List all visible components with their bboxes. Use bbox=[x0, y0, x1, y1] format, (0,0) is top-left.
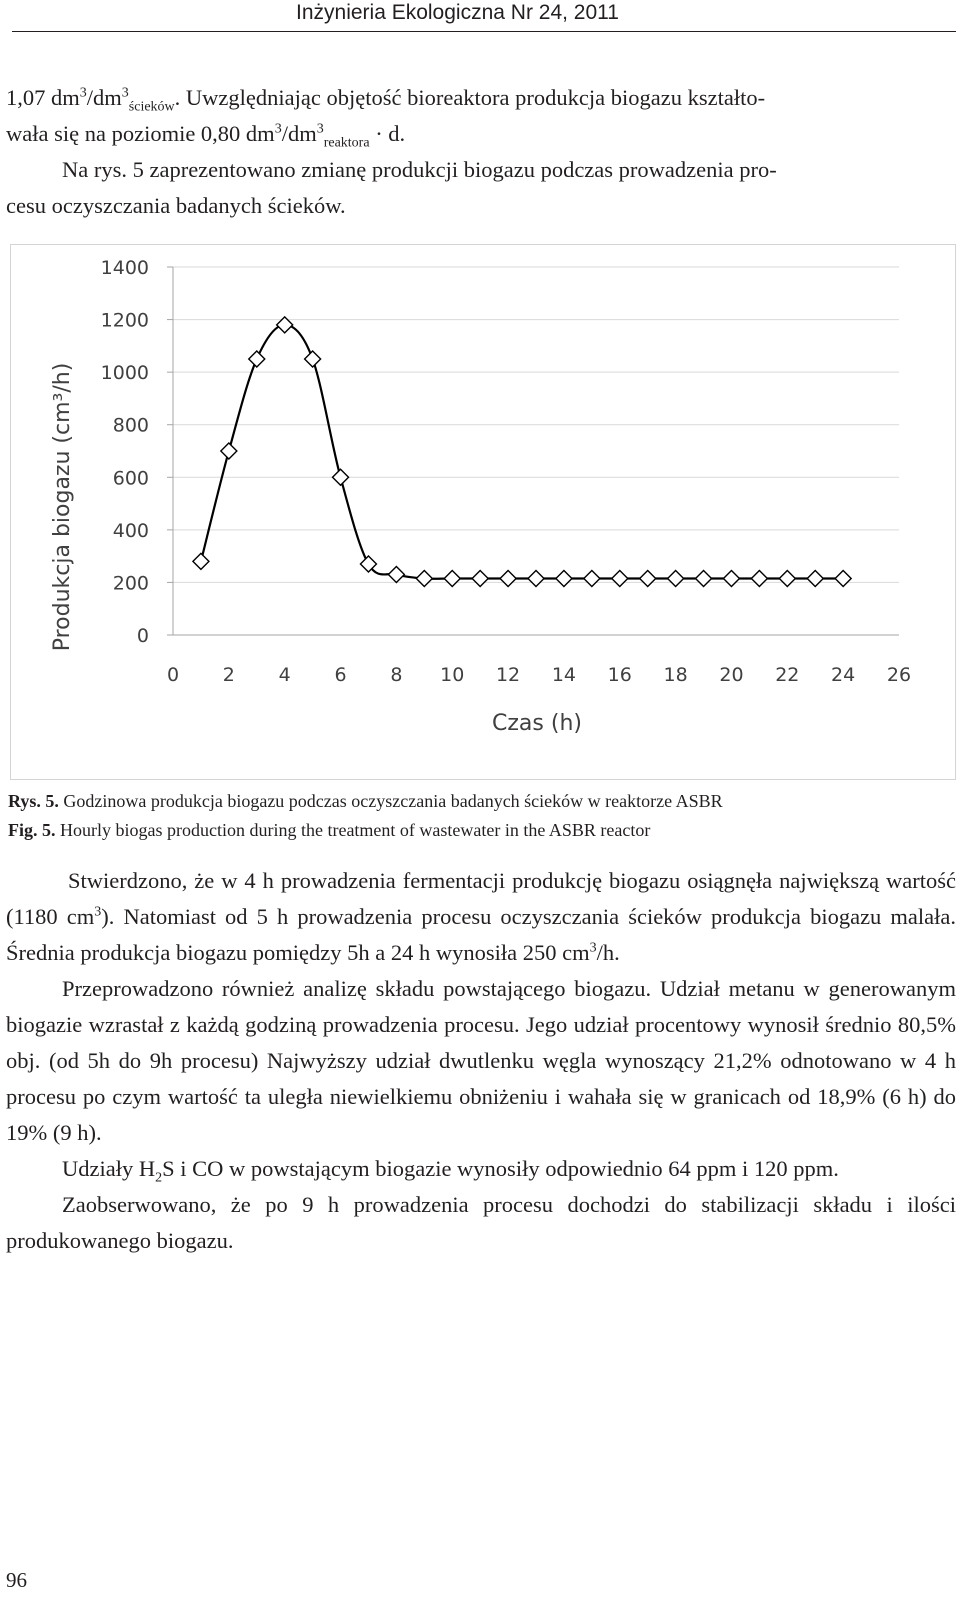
data-point-marker bbox=[612, 570, 628, 586]
data-point-marker bbox=[388, 567, 404, 583]
data-point-marker bbox=[668, 570, 684, 586]
caption-pl bbox=[8, 790, 723, 812]
x-tick-label: 14 bbox=[551, 664, 577, 686]
data-point-marker bbox=[193, 553, 209, 569]
caption-pl-label: Rys. 5. bbox=[8, 791, 59, 811]
body-text bbox=[6, 863, 956, 1259]
x-tick-label: 24 bbox=[831, 664, 856, 686]
y-tick-label: 600 bbox=[112, 467, 149, 490]
x-tick-label: 16 bbox=[607, 664, 632, 686]
data-point-marker bbox=[723, 570, 739, 586]
paragraph-4: Zaobserwowano, że po 9 h prowadzenia procesu dochodzi do stabilizacji składu i ilości produkowanego biogazu. bbox=[6, 1192, 956, 1253]
data-point-marker bbox=[751, 570, 767, 586]
intro-paragraph bbox=[6, 80, 956, 224]
journal-title: Inżynieria Ekologiczna Nr 24, 2011 bbox=[296, 1, 619, 24]
y-axis-label: Produkcja biogazu (cm³/h) bbox=[50, 362, 75, 652]
intro-line-3: Na rys. 5 zaprezentowano zmianę produkcji biogazu podczas prowadzenia pro- bbox=[62, 157, 777, 182]
data-point-marker bbox=[416, 570, 432, 586]
data-point-marker bbox=[444, 570, 460, 586]
data-point-marker bbox=[305, 351, 321, 367]
header-rule bbox=[12, 31, 956, 32]
y-tick-label: 800 bbox=[112, 414, 149, 437]
y-tick-label: 1400 bbox=[100, 257, 149, 279]
intro-line-1: 1,07 $dm^3/dm^3_{ścieków}$. Uwzględniając objętość bioreaktora produkcja biogazu kształto- bbox=[6, 85, 766, 115]
x-tick-label: 22 bbox=[775, 664, 800, 686]
x-tick-label: 20 bbox=[719, 664, 744, 686]
x-tick-label: 18 bbox=[663, 664, 688, 686]
y-tick-label: 1200 bbox=[100, 309, 149, 332]
data-point-marker bbox=[472, 570, 488, 586]
data-point-marker bbox=[835, 570, 851, 586]
caption-pl-text: Godzinowa produkcja biogazu podczas oczyszczania badanych ścieków w reaktorze ASBR bbox=[58, 791, 723, 811]
caption-en-label: Fig. 5. bbox=[8, 820, 56, 840]
biogas-line-chart bbox=[11, 245, 955, 779]
caption-en bbox=[8, 819, 650, 841]
y-tick-label: 200 bbox=[112, 572, 149, 595]
data-point-marker bbox=[500, 570, 516, 586]
data-point-marker bbox=[556, 570, 572, 586]
series-line bbox=[201, 325, 843, 579]
paragraph-2: Przeprowadzono również analizę składu powstającego biogazu. Udział metanu w generowanym biogazie wzrastał z każdą godziną prowadzenia procesu. Jego udział procentowy wynosił średnio 80,5% obj. (od 5h do 9h procesu) Najwyższy udział dwutlenku węgla wynoszący 21,2% odnotowano w 4 h procesu po czym wartość ta uległa niewielkiemu obniżeniu i wahała się w granicach od 18,9% (6 h) do 19% (9 h). bbox=[6, 976, 956, 1145]
x-tick-label: 0 bbox=[166, 664, 180, 686]
x-tick-label: 12 bbox=[495, 664, 521, 686]
intro-line-2: wała się na poziomie 0,80 $dm^3/dm^3_{reaktora} \cdot d$. bbox=[6, 121, 406, 151]
y-tick-label: 0 bbox=[136, 625, 149, 647]
data-point-marker bbox=[221, 443, 237, 459]
data-point-marker bbox=[333, 469, 349, 485]
x-tick-label: 4 bbox=[278, 664, 291, 686]
paragraph-1: Stwierdzono, że w 4 h prowadzenia fermentacji produkcję biogazu osiągnęła największą wartość (1180 $cm^3$). Natomiast od 5 h prowadzenia procesu oczyszczania ścieków produkcja biogazu malała. Średnia produkcja biogazu pomiędzy 5h a 24 h wynosiła 250 $cm^3/h$. bbox=[6, 868, 956, 965]
intro-line-4: cesu oczyszczania badanych ścieków. bbox=[6, 193, 346, 218]
data-point-marker bbox=[779, 570, 795, 586]
data-point-marker bbox=[528, 570, 544, 586]
x-axis-label: Czas (h) bbox=[492, 711, 582, 736]
data-point-marker bbox=[249, 351, 265, 367]
x-tick-label: 10 bbox=[440, 664, 465, 686]
paragraph-3: Udziały $H_2S$ i CO w powstającym biogazie wynosiły odpowiednio 64 ppm i 120 ppm. bbox=[62, 1156, 839, 1186]
x-tick-label: 6 bbox=[334, 664, 347, 686]
chart-frame bbox=[10, 244, 956, 780]
y-tick-label: 400 bbox=[112, 519, 149, 542]
data-point-marker bbox=[696, 570, 712, 586]
x-tick-label: 2 bbox=[222, 664, 235, 686]
running-header bbox=[0, 0, 960, 30]
caption-en-text: Hourly biogas production during the treatment of wastewater in the ASBR reactor bbox=[55, 820, 651, 840]
y-tick-label: 1000 bbox=[100, 362, 149, 385]
data-point-marker bbox=[584, 570, 600, 586]
x-tick-label: 8 bbox=[390, 664, 403, 686]
x-tick-label: 26 bbox=[886, 664, 912, 686]
page-number: 96 bbox=[6, 1568, 27, 1592]
data-point-marker bbox=[640, 570, 656, 586]
data-point-marker bbox=[807, 570, 823, 586]
